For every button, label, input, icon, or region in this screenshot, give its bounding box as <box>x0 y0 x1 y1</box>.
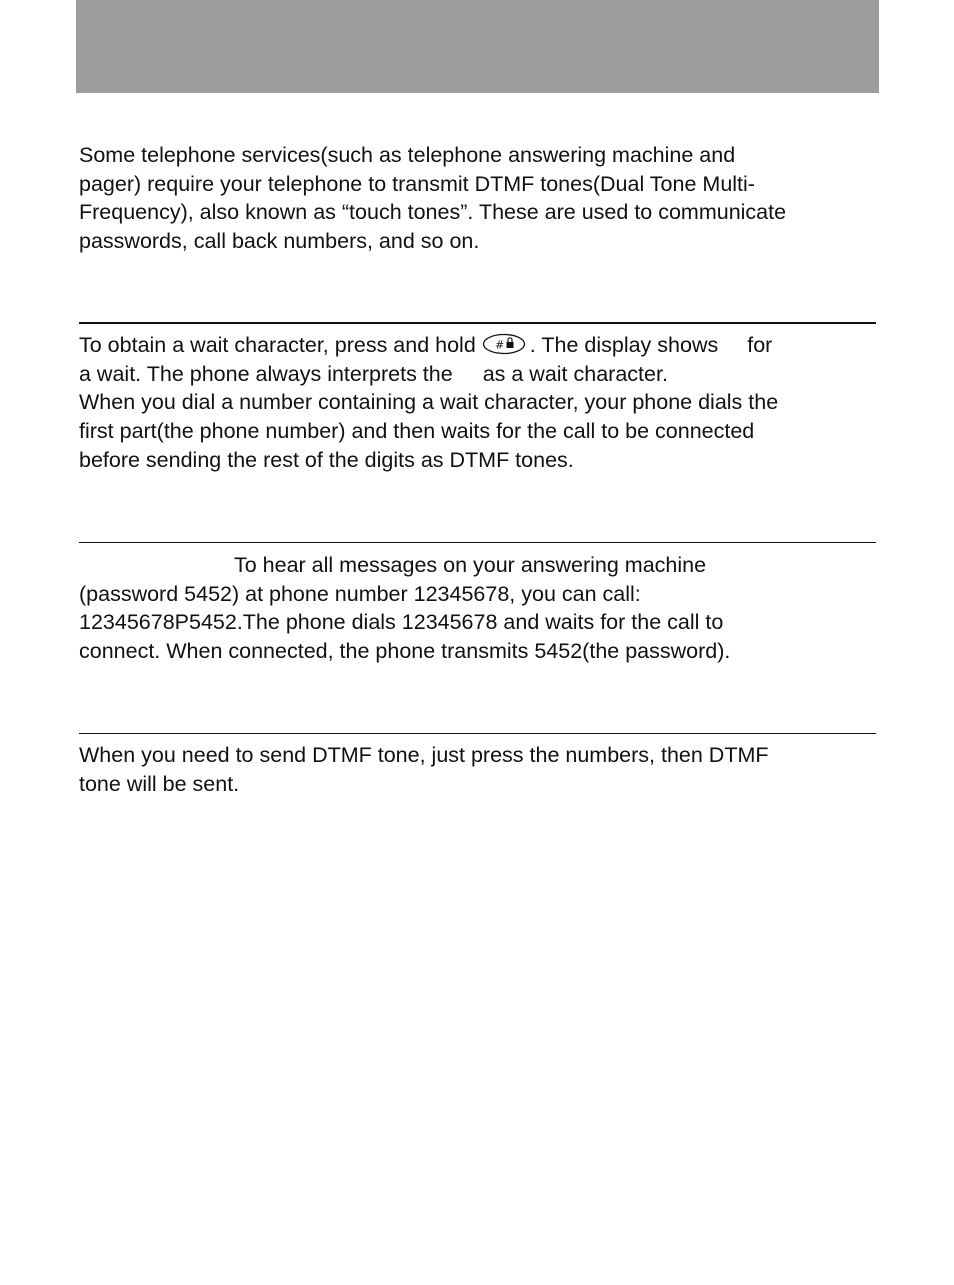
wait-paragraph <box>79 331 879 475</box>
header-bar <box>76 0 879 93</box>
hash-lock-key-icon <box>482 333 526 355</box>
section-divider <box>79 322 876 324</box>
section-divider <box>79 733 876 734</box>
example-paragraph <box>79 551 879 666</box>
wait-text-2b: as a wait character. <box>482 361 668 386</box>
wait-text-2a: a wait. The phone always interprets the <box>79 361 453 386</box>
send-line: tone will be sent. <box>79 771 240 796</box>
wait-line <box>79 360 879 389</box>
wait-text-1a: To obtain a wait character, press and hold <box>79 333 476 357</box>
example-line: connect. When connected, the phone transmits 5452(the password). <box>79 639 731 664</box>
intro-paragraph <box>79 141 879 256</box>
send-paragraph <box>79 741 879 798</box>
wait-text-1c: for <box>747 333 773 357</box>
example-line: (password 5452) at phone number 12345678, you can call: <box>79 581 641 606</box>
intro-line: pager) require your telephone to transmit DTMF tones(Dual Tone Multi- <box>79 171 755 196</box>
example-text-1: To hear all messages on your answering machine <box>234 553 707 577</box>
wait-line: before sending the rest of the digits as DTMF tones. <box>79 447 574 472</box>
example-line <box>79 551 879 580</box>
wait-line <box>79 331 879 360</box>
svg-text:#: # <box>494 338 505 352</box>
wait-line: first part(the phone number) and then waits for the call to be connected <box>79 419 755 444</box>
section-divider <box>79 542 876 543</box>
intro-line: passwords, call back numbers, and so on. <box>79 229 480 254</box>
example-line: 12345678P5452.The phone dials 12345678 and waits for the call to <box>79 610 724 635</box>
intro-line: Some telephone services(such as telephone answering machine and <box>79 143 736 167</box>
wait-text-1b: . The display shows <box>529 333 719 357</box>
wait-line: When you dial a number containing a wait character, your phone dials the <box>79 390 779 415</box>
send-line: When you need to send DTMF tone, just press the numbers, then DTMF <box>79 743 769 767</box>
intro-line: Frequency), also known as “touch tones”. These are used to communicate <box>79 200 787 225</box>
